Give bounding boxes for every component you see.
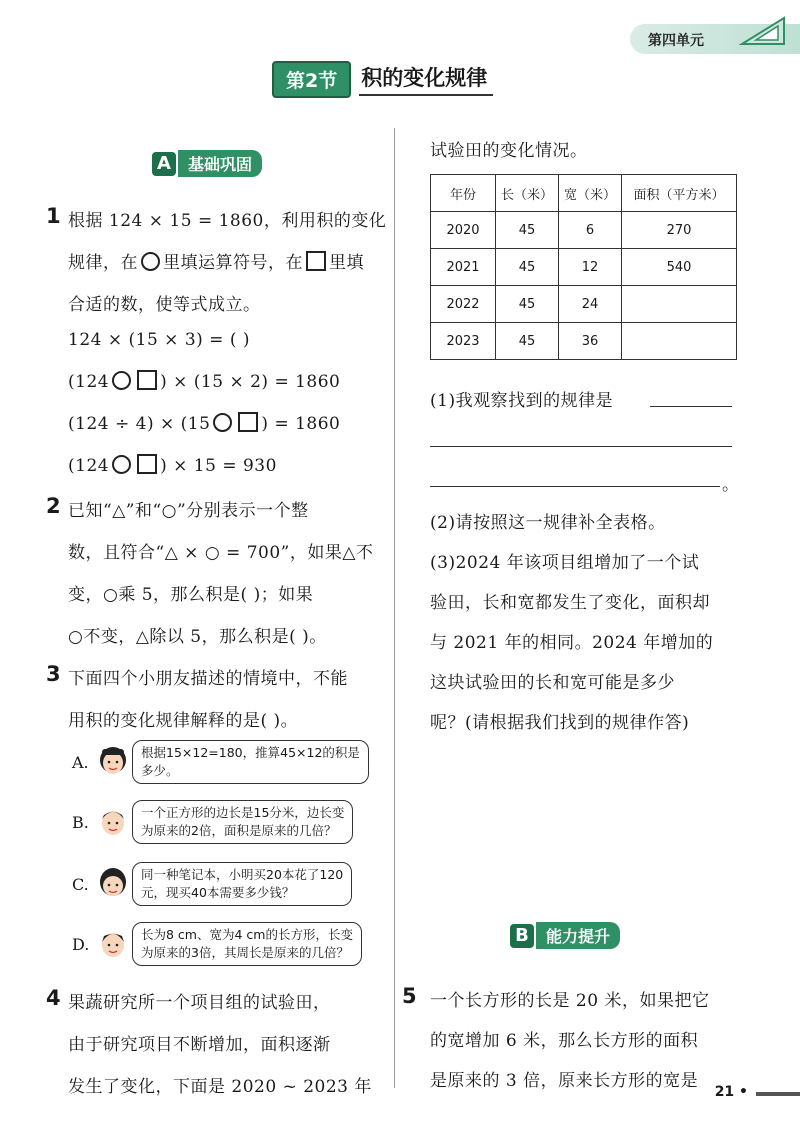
page-number: 21 •	[714, 1084, 748, 1100]
q4-sub2: (2)请按照这一规律补全表格。	[430, 513, 666, 533]
part-b-letter: B	[510, 924, 534, 948]
q1-expr-3b: ) = 1860	[261, 414, 341, 434]
option-label: D.	[72, 934, 90, 954]
table-cell: 24	[559, 286, 622, 323]
q1-line-1: 根据 124 × 15 = 1860，利用积的变化	[68, 211, 387, 231]
table-header-cell: 面积（平方米）	[622, 175, 737, 212]
option-label: C.	[72, 874, 89, 894]
table-cell-blank[interactable]	[622, 286, 737, 323]
boy-avatar-icon	[98, 805, 128, 839]
q4-continuation: 试验田的变化情况。	[430, 141, 588, 161]
q1-expr-4a: (124	[68, 456, 110, 476]
section-name: 积的变化规律	[359, 62, 493, 96]
table-row	[431, 249, 737, 286]
q4-line-3: 发生了变化，下面是 2020 ~ 2023 年	[68, 1077, 372, 1097]
option-c-bubble	[132, 862, 352, 906]
table-cell: 2020	[431, 212, 496, 249]
q4-sub3-line-3: 与 2021 年的相同。2024 年增加的	[430, 633, 714, 653]
table-cell: 36	[559, 323, 622, 360]
q2-line-2: 数，且符合“△ × ○ = 700”，如果△不	[68, 543, 374, 563]
q2-line-3: 变，○乘 5，那么积是( )；如果	[68, 585, 314, 605]
q5-line-3: 是原来的 3 倍，原来长方形的宽是	[430, 1071, 699, 1091]
table-header-cell: 长（米）	[496, 175, 559, 212]
table-cell: 45	[496, 323, 559, 360]
q4-sub3-line-2: 验田，长和宽都发生了变化，面积却	[430, 593, 710, 613]
option-c-text-1: 同一种笔记本，小明买20本花了120	[141, 867, 344, 882]
option-a-text-2: 多少。	[141, 763, 179, 778]
q2-line-4: ○不变，△除以 5，那么积是( )。	[68, 627, 327, 647]
circle-blank-icon	[112, 455, 131, 474]
q2-line-1: 已知“△”和“○”分别表示一个整	[68, 501, 309, 521]
part-a-label: 基础巩固	[178, 150, 262, 177]
section-title	[272, 62, 493, 96]
square-blank-icon	[137, 454, 157, 474]
part-a-letter: A	[152, 152, 176, 176]
question-5-number: 5	[402, 984, 417, 1008]
option-label: B.	[72, 812, 89, 832]
part-b-label: 能力提升	[536, 922, 620, 949]
q3-option-c	[72, 862, 352, 906]
question-1-number: 1	[46, 204, 61, 228]
triangle-ruler-icon	[738, 14, 788, 46]
answer-line[interactable]	[650, 406, 732, 407]
part-a-badge	[152, 150, 262, 177]
q4-line-2: 由于研究项目不断增加，面积逐渐	[68, 1035, 331, 1055]
table-cell: 2023	[431, 323, 496, 360]
section-number: 第2节	[272, 61, 351, 98]
q1-expr-2b: ) × (15 × 2) = 1860	[160, 372, 341, 392]
experiment-field-table	[430, 174, 737, 360]
table-cell: 540	[622, 249, 737, 286]
q4-sub1-period: 。	[722, 475, 740, 495]
q1-expr-2a: (124	[68, 372, 110, 392]
boy-avatar-icon	[98, 927, 128, 961]
q1-line-2c: 里填	[329, 253, 364, 273]
table-cell: 45	[496, 286, 559, 323]
option-a-bubble	[132, 740, 369, 784]
q3-option-d	[72, 922, 362, 966]
table-cell: 6	[559, 212, 622, 249]
part-b-badge	[510, 922, 620, 949]
q4-line-1: 果蔬研究所一个项目组的试验田，	[68, 993, 331, 1013]
table-header-row	[431, 175, 737, 212]
q4-sub3-line-1: (3)2024 年该项目组增加了一个试	[430, 553, 700, 573]
q3-line-1: 下面四个小朋友描述的情境中，不能	[68, 669, 348, 689]
q5-line-1: 一个长方形的长是 20 米，如果把它	[430, 991, 710, 1011]
option-b-text-2: 为原来的2倍，面积是原来的几倍？	[141, 823, 337, 838]
q1-expr-4	[68, 454, 277, 476]
table-cell: 270	[622, 212, 737, 249]
q1-expr-4b: ) × 15 = 930	[160, 456, 277, 476]
option-d-text-1: 长为8 cm、宽为4 cm的长方形，长变	[141, 927, 353, 942]
question-3-number: 3	[46, 662, 61, 686]
q1-expr-1: 124 × (15 × 3) = ( )	[68, 330, 250, 350]
q3-option-b	[72, 800, 353, 844]
option-b-text-1: 一个正方形的边长是15分米，边长变	[141, 805, 345, 820]
option-label: A.	[72, 752, 89, 772]
option-a-text-1: 根据15×12=180，推算45×12的积是	[141, 745, 360, 760]
q3-line-2: 用积的变化规律解释的是( )。	[68, 711, 299, 731]
table-cell: 45	[496, 212, 559, 249]
q1-line-2b: 里填运算符号，在	[163, 253, 303, 273]
column-divider	[394, 128, 395, 1088]
q1-line-2	[68, 248, 364, 273]
circle-blank-icon	[213, 413, 232, 432]
girl-avatar-icon	[98, 745, 128, 779]
circle-blank-icon	[141, 252, 160, 271]
page-bar	[756, 1092, 800, 1096]
q4-sub3-line-5: 呢？(请根据我们找到的规律作答)	[430, 713, 690, 733]
option-d-text-2: 为原来的3倍，其周长是原来的几倍？	[141, 945, 349, 960]
table-cell-blank[interactable]	[622, 323, 737, 360]
q4-sub3-line-4: 这块试验田的长和宽可能是多少	[430, 673, 675, 693]
circle-blank-icon	[112, 371, 131, 390]
square-blank-icon	[238, 412, 258, 432]
option-c-text-2: 元，现买40本需要多少钱？	[141, 885, 295, 900]
table-header-cell: 宽（米）	[559, 175, 622, 212]
q3-option-a	[72, 740, 369, 784]
square-blank-icon	[306, 251, 326, 271]
q1-expr-3a: (124 ÷ 4) × (15	[68, 414, 211, 434]
table-cell: 2021	[431, 249, 496, 286]
q1-expr-3	[68, 412, 340, 434]
q1-line-2a: 规律，在	[68, 253, 138, 273]
q1-expr-2	[68, 370, 340, 392]
option-b-bubble	[132, 800, 353, 844]
square-blank-icon	[137, 370, 157, 390]
table-row	[431, 323, 737, 360]
answer-line[interactable]	[430, 486, 720, 487]
table-row	[431, 212, 737, 249]
table-cell: 2022	[431, 286, 496, 323]
table-row	[431, 286, 737, 323]
table-cell: 12	[559, 249, 622, 286]
question-2-number: 2	[46, 494, 61, 518]
table-cell: 45	[496, 249, 559, 286]
unit-label: 第四单元	[648, 33, 704, 49]
question-4-number: 4	[46, 986, 61, 1010]
q4-sub1: (1)我观察找到的规律是	[430, 391, 614, 411]
option-d-bubble	[132, 922, 362, 966]
girl-avatar-icon	[98, 867, 128, 901]
answer-line[interactable]	[430, 446, 732, 447]
q5-line-2: 的宽增加 6 米，那么长方形的面积	[430, 1031, 699, 1051]
table-header-cell: 年份	[431, 175, 496, 212]
q1-line-3: 合适的数，使等式成立。	[68, 295, 261, 315]
